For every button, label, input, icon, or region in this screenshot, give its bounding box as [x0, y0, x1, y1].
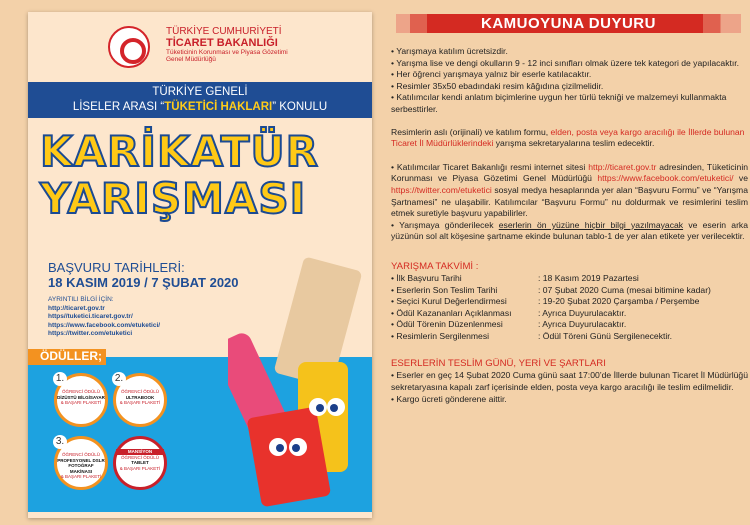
band-highlight: TÜKETİCİ HAKLARI	[164, 101, 273, 113]
schedule-row	[391, 273, 748, 285]
schedule-value: : Ayrıca Duyurulacaktır.	[538, 319, 627, 330]
rule-bullet: • Resimler 35x50 ebadındaki resim kâğıdına çizilmelidir.	[391, 80, 604, 91]
title-line: KARİKATÜR	[40, 127, 319, 176]
schedule-value: : 18 Kasım 2019 Pazartesi	[538, 272, 639, 283]
schedule-value: : Ayrıca Duyurulacaktır.	[538, 307, 627, 318]
schedule-row	[391, 296, 748, 308]
band-line	[28, 100, 372, 115]
award-prize: DİZÜSTÜ BİLGİSAYAR	[57, 394, 105, 400]
info-link[interactable]: https://www.facebook.com/etuketici/	[48, 321, 161, 329]
ministry-line: TÜRKİYE CUMHURİYETİ	[166, 26, 282, 37]
band-text: LİSELER ARASI “	[72, 101, 165, 113]
text: ve eserin arka yüzünün sol alt köşesine şartname ekinde bulunan tablo-1 de yer alan etikete yer verilecektir.	[391, 219, 749, 242]
schedule-row	[391, 319, 748, 331]
award-2	[113, 373, 167, 427]
artwork-paragraph	[391, 220, 748, 243]
rule-bullet: • Yarışma lise ve dengi okulların 9 - 12 inci sınıfları olmak üzere tek kategori de yapılacaktır.	[391, 57, 740, 68]
award-prize: ULTRABOOK	[125, 394, 155, 400]
facebook-link[interactable]: https://www.facebook.com/etuketici/	[597, 173, 734, 184]
text: • Katılımcılar Ticaret Bakanlığı resmi internet sitesi	[391, 161, 589, 172]
application-paragraph	[391, 162, 748, 220]
schedule-row	[391, 308, 748, 320]
award-extra: & BAŞARI PLAKETİ	[119, 465, 161, 471]
schedule-key: • Eserlerin Son Teslim Tarihi	[391, 284, 498, 295]
ministry-seal-icon	[108, 26, 150, 68]
rule-bullet: • Her öğrenci yarışmaya yalnız bir eserle katılacaktır.	[391, 69, 592, 80]
schedule-key: • Seçici Kurul Değerlendirmesi	[391, 296, 507, 307]
award-rank: 1.	[53, 372, 67, 386]
title-line: YARIŞMASI	[40, 174, 307, 223]
info-link[interactable]: http://ticaret.gov.tr	[48, 304, 105, 312]
award-type: ÖĞRENCİ ÖDÜLÜ	[61, 452, 100, 457]
text: ve	[733, 173, 748, 184]
text: adresinden, Tüketicinin Korunması ve Piyasa Gözetimi Genel Müdürlüğü	[391, 161, 749, 184]
schedule-value: : Ödül Töreni Günü Sergilenecektir.	[538, 330, 673, 341]
rule-bullet: • Katılımcılar kendi anlatım biçimlerine uygun her türlü tekniği ve malzemeyi kullanmakta serbesttirler.	[391, 92, 727, 114]
award-rank: 2.	[112, 372, 126, 386]
text: yarışma sekretaryalarına teslim edecektir.	[493, 138, 655, 149]
info-label: AYRINTILI BİLGİ İÇİN:	[48, 296, 114, 303]
award-type: ÖĞRENCİ ÖDÜLÜ	[120, 389, 159, 394]
award-prize: PROFESYONEL DSLR FOTOĞRAF MAKİNASI	[57, 457, 105, 474]
schedule-table	[391, 273, 748, 343]
schedule-value: : 19-20 Şubat 2020 Çarşamba / Perşembe	[538, 296, 700, 307]
ministry-line: Genel Müdürlüğü	[166, 56, 216, 64]
schedule-value: : 07 Şubat 2020 Cuma (mesai bitimine kadar)	[538, 284, 711, 295]
delivery-bullet: • Kargo ücreti gönderene aittir.	[391, 393, 507, 404]
award-rank: 3.	[53, 435, 67, 449]
info-link[interactable]: https://twitter.com/etuketici	[48, 330, 133, 337]
text: sosyal medya hesaplarında yer alan “Başvuru Formu” ve “Yarışma Şartnamesi” ne ulaşabilir. Katılımcılar “Başvuru Formu” nu doldurmak ve resimlerini teslim etmek suretiyle başvuru yapabilirler.	[391, 184, 748, 219]
ministry-line: TİCARET BAKANLIĞI	[166, 37, 278, 49]
info-links	[48, 296, 160, 339]
ticaret-link[interactable]: http://ticaret.gov.tr	[588, 161, 657, 172]
announcement-header: KAMUOYUNA DUYURU	[396, 14, 741, 33]
submission-paragraph	[391, 127, 748, 150]
ministry-line: Tüketicinin Korunması ve Piyasa Gözetimi	[166, 49, 288, 57]
announcement-panel	[391, 14, 748, 416]
schedule-title: YARIŞMA TAKVİMİ :	[391, 260, 479, 272]
award-extra: & BAŞARI PLAKETİ	[119, 400, 161, 405]
schedule-key: • İlk Başvuru Tarihi	[391, 272, 462, 283]
band-line: TÜRKİYE GENELİ	[152, 86, 248, 98]
delivery-title: ESERLERİN TESLİM GÜNÜ, YERİ VE ŞARTLARI	[391, 358, 606, 370]
info-link[interactable]: https//tuketici.ticaret.gov.tr/	[48, 313, 133, 320]
award-prize: TABLET	[131, 460, 149, 465]
awards-label: ÖDÜLLER;	[28, 349, 106, 365]
schedule-row	[391, 331, 748, 343]
poster-subtitle-band	[28, 82, 372, 118]
ministry-name	[166, 26, 288, 63]
highlight-text: elden, posta veya kargo aracılığı ile İllerde bulunan Ticaret İl Müdürlüklerindeki	[391, 126, 745, 149]
text: Resimlerin aslı (orijinali) ve katılım formu,	[391, 126, 551, 137]
schedule-row	[391, 285, 748, 297]
delivery-bullet: • Eserler en geç 14 Şubat 2020 Cuma günü saat 17:00’de İllerde bulunan Ticaret İl Müdürlüğü sekretaryasına kapalı zarf içerisinde elden, posta veya kargo aracılığı ile teslim edilmelidir.	[391, 370, 748, 393]
award-extra: & BAŞARI PLAKETİ	[60, 400, 102, 405]
award-3	[54, 436, 108, 490]
application-dates	[48, 260, 239, 290]
award-type: ÖĞRENCİ ÖDÜLÜ	[61, 389, 100, 394]
poster-title	[40, 128, 319, 222]
dates-value: 18 KASIM 2019 / 7 ŞUBAT 2020	[48, 275, 239, 290]
award-honorable-mention	[113, 436, 167, 490]
text: • Yarışmaya gönderilecek	[391, 219, 499, 230]
award-extra: & BAŞARI PLAKETİ	[60, 474, 102, 479]
dates-label: BAŞVURU TARİHLERİ:	[48, 260, 185, 275]
rule-bullet: • Yarışmaya katılım ücretsizdir.	[391, 46, 508, 56]
award-type: ÖĞRENCİ ÖDÜLÜ	[120, 454, 159, 460]
underlined-text: eserlerin ön yüzüne hiçbir bilgi yazılmayacak	[498, 219, 684, 230]
competition-poster	[28, 12, 372, 518]
twitter-link[interactable]: https://twitter.com/etuketici	[391, 184, 492, 195]
award-1	[54, 373, 108, 427]
schedule-key: • Resimlerin Sergilenmesi	[391, 330, 490, 341]
schedule-key: • Ödül Kazananları Açıklanması	[391, 307, 512, 318]
band-text: ” KONULU	[272, 101, 328, 113]
cartoon-stationery-illustration	[228, 242, 372, 518]
award-rank: MANSİYON	[116, 449, 164, 455]
schedule-key: • Ödül Törenin Düzenlenmesi	[391, 319, 503, 330]
